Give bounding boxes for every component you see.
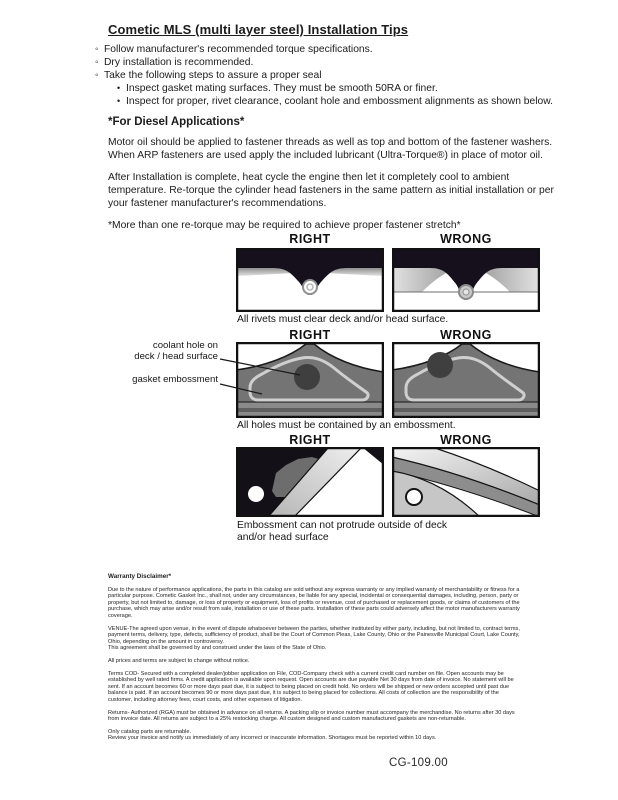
- fig1-right-label: RIGHT: [289, 232, 331, 246]
- fig2-wrong-label: WRONG: [440, 328, 492, 342]
- fig3-wrong-label: WRONG: [440, 433, 492, 447]
- tip-sub-bullet: • Inspect gasket mating surfaces. They must be smooth 50RA or finer.: [117, 82, 555, 95]
- installation-tips-list: [95, 43, 555, 108]
- terms-paragraph: Terms COD- Secured with a completed dealer/jobber application on File, COD-Company check with a current credit card number on file. Open accounts may be established by well rated firms. A credit application is available upon request. Open accounts are due payable Net 30 days from date of invoice. No statement will be sent. If an account becomes 60 or more days past due, it is subject to being placed on credit hold. No orders will be shipped or new orders accepted until past due balance is paid. If an account becomes 90 or more days past due, it is subject to being placed for collections. All costs of collection are the responsibility of the customer, including attorney fees, court costs, and other expenses of litigation.: [108, 670, 514, 703]
- diesel-paragraph-1: Motor oil should be applied to fastener threads as well as top and bottom of the fastener washers. When ARP fasteners are used apply the included lubricant (Ultra-Torque®) in place of motor oil.: [108, 137, 553, 161]
- tip-bullet: ◦ Follow manufacturer's recommended torque specifications.: [95, 43, 555, 56]
- warranty-disclaimer-section: [108, 574, 522, 748]
- fig3-right-label: RIGHT: [289, 433, 331, 447]
- fig1-wrong-label: WRONG: [440, 232, 492, 246]
- catalog-parts-line: Only catalog parts are returnable.: [108, 728, 192, 735]
- tip-bullet: ◦ Take the following steps to assure a proper seal: [95, 69, 555, 82]
- coolant-hole-label: coolant hole on: [152, 340, 218, 351]
- fig2-caption: All holes must be contained by an embossment.: [237, 420, 456, 431]
- warranty-paragraph: Due to the nature of performance applications, the parts in this catalog are sold without any express warranty or any implied warranty of merchantability or fitness for a particular purpose. Cometic Gasket Inc., shall not, under any circumstances, be liable for any special, incidental or consequential damages, including, person, party or property, but not limited to, damage, or loss of property or equipment, loss of profits or revenue, cost of purchased or replacement goods, or claims of customers of the purchase, which may arise and/or result from sale, installation or use of these parts. Installation of these parts could adversely affect the motor manufacturers warranty coverage.: [108, 586, 520, 619]
- diesel-note: *More than one re-torque may be required to achieve proper fastener stretch*: [108, 220, 461, 231]
- fig1-caption: All rivets must clear deck and/or head surface.: [237, 314, 449, 325]
- fig1-wrong-illustration: [392, 248, 540, 312]
- fig3-right-illustration: [236, 447, 384, 517]
- diesel-applications-section: [108, 116, 560, 241]
- fig3-caption-line2: and/or head surface: [237, 532, 329, 543]
- fig2-right-label: RIGHT: [289, 328, 331, 342]
- coolant-hole-label-line2: deck / head surface: [134, 351, 218, 362]
- page-title: Cometic MLS (multi layer steel) Installation Tips: [108, 22, 409, 37]
- returns-paragraph: Returns- Authorized (RGA) must be obtained in advance on all returns. A packing slip or invoice number must accompany the merchandise. No returns after 30 days from invoice date. All returns are subject to a 25% restocking charge. All custom designed and custom manufactured gaskets are non-returnable.: [108, 709, 515, 723]
- venue-paragraph-2: This agreement shall be governed by and construed under the laws of the State of Ohio.: [108, 645, 327, 652]
- tip-sub-bullet: • Inspect for proper, rivet clearance, coolant hole and embossment alignments as shown below.: [117, 95, 555, 108]
- review-invoice-line: Review your invoice and notify us immediately of any incorrect or inaccurate information. Shortages must be reported within 10 days.: [108, 735, 437, 742]
- fig1-right-illustration: [236, 248, 384, 312]
- fig2-wrong-illustration: [392, 342, 540, 418]
- fig2-annotations: [96, 340, 218, 385]
- venue-paragraph: VENUE-The agreed upon venue, in the event of dispute whatsoever between the parties, whether instituted by either party, including, but not limited to, contract terms, payment terms, delivery, type, defects, sufficiency of product, shall be the Court of Common Pleas, Lake County, Ohio or the Painesville Municipal Court, Lake County, Ohio, depending on the amount in controversy.: [108, 625, 520, 645]
- warranty-heading: Warranty Disclaimer*: [108, 573, 172, 580]
- gasket-embossment-label: gasket embossment: [132, 374, 218, 385]
- fig2-right-illustration: [236, 342, 384, 418]
- fig3-caption-line1: Embossment can not protrude outside of deck: [237, 520, 448, 531]
- tip-bullet: ◦ Dry installation is recommended.: [95, 56, 555, 69]
- diesel-heading: *For Diesel Applications*: [108, 116, 245, 128]
- diesel-paragraph-2: After Installation is complete, heat cycle the engine then let it completely cool to ambient temperature. Re-torque the cylinder head fasteners in the same pattern as initial installation or per your fastener manufacturer's recommendations.: [108, 172, 554, 209]
- fig3-caption: [237, 520, 447, 544]
- fig3-wrong-illustration: [392, 447, 540, 517]
- prices-paragraph: All prices and terms are subject to change without notice.: [108, 657, 250, 664]
- page-number: CG-109.00: [389, 757, 448, 769]
